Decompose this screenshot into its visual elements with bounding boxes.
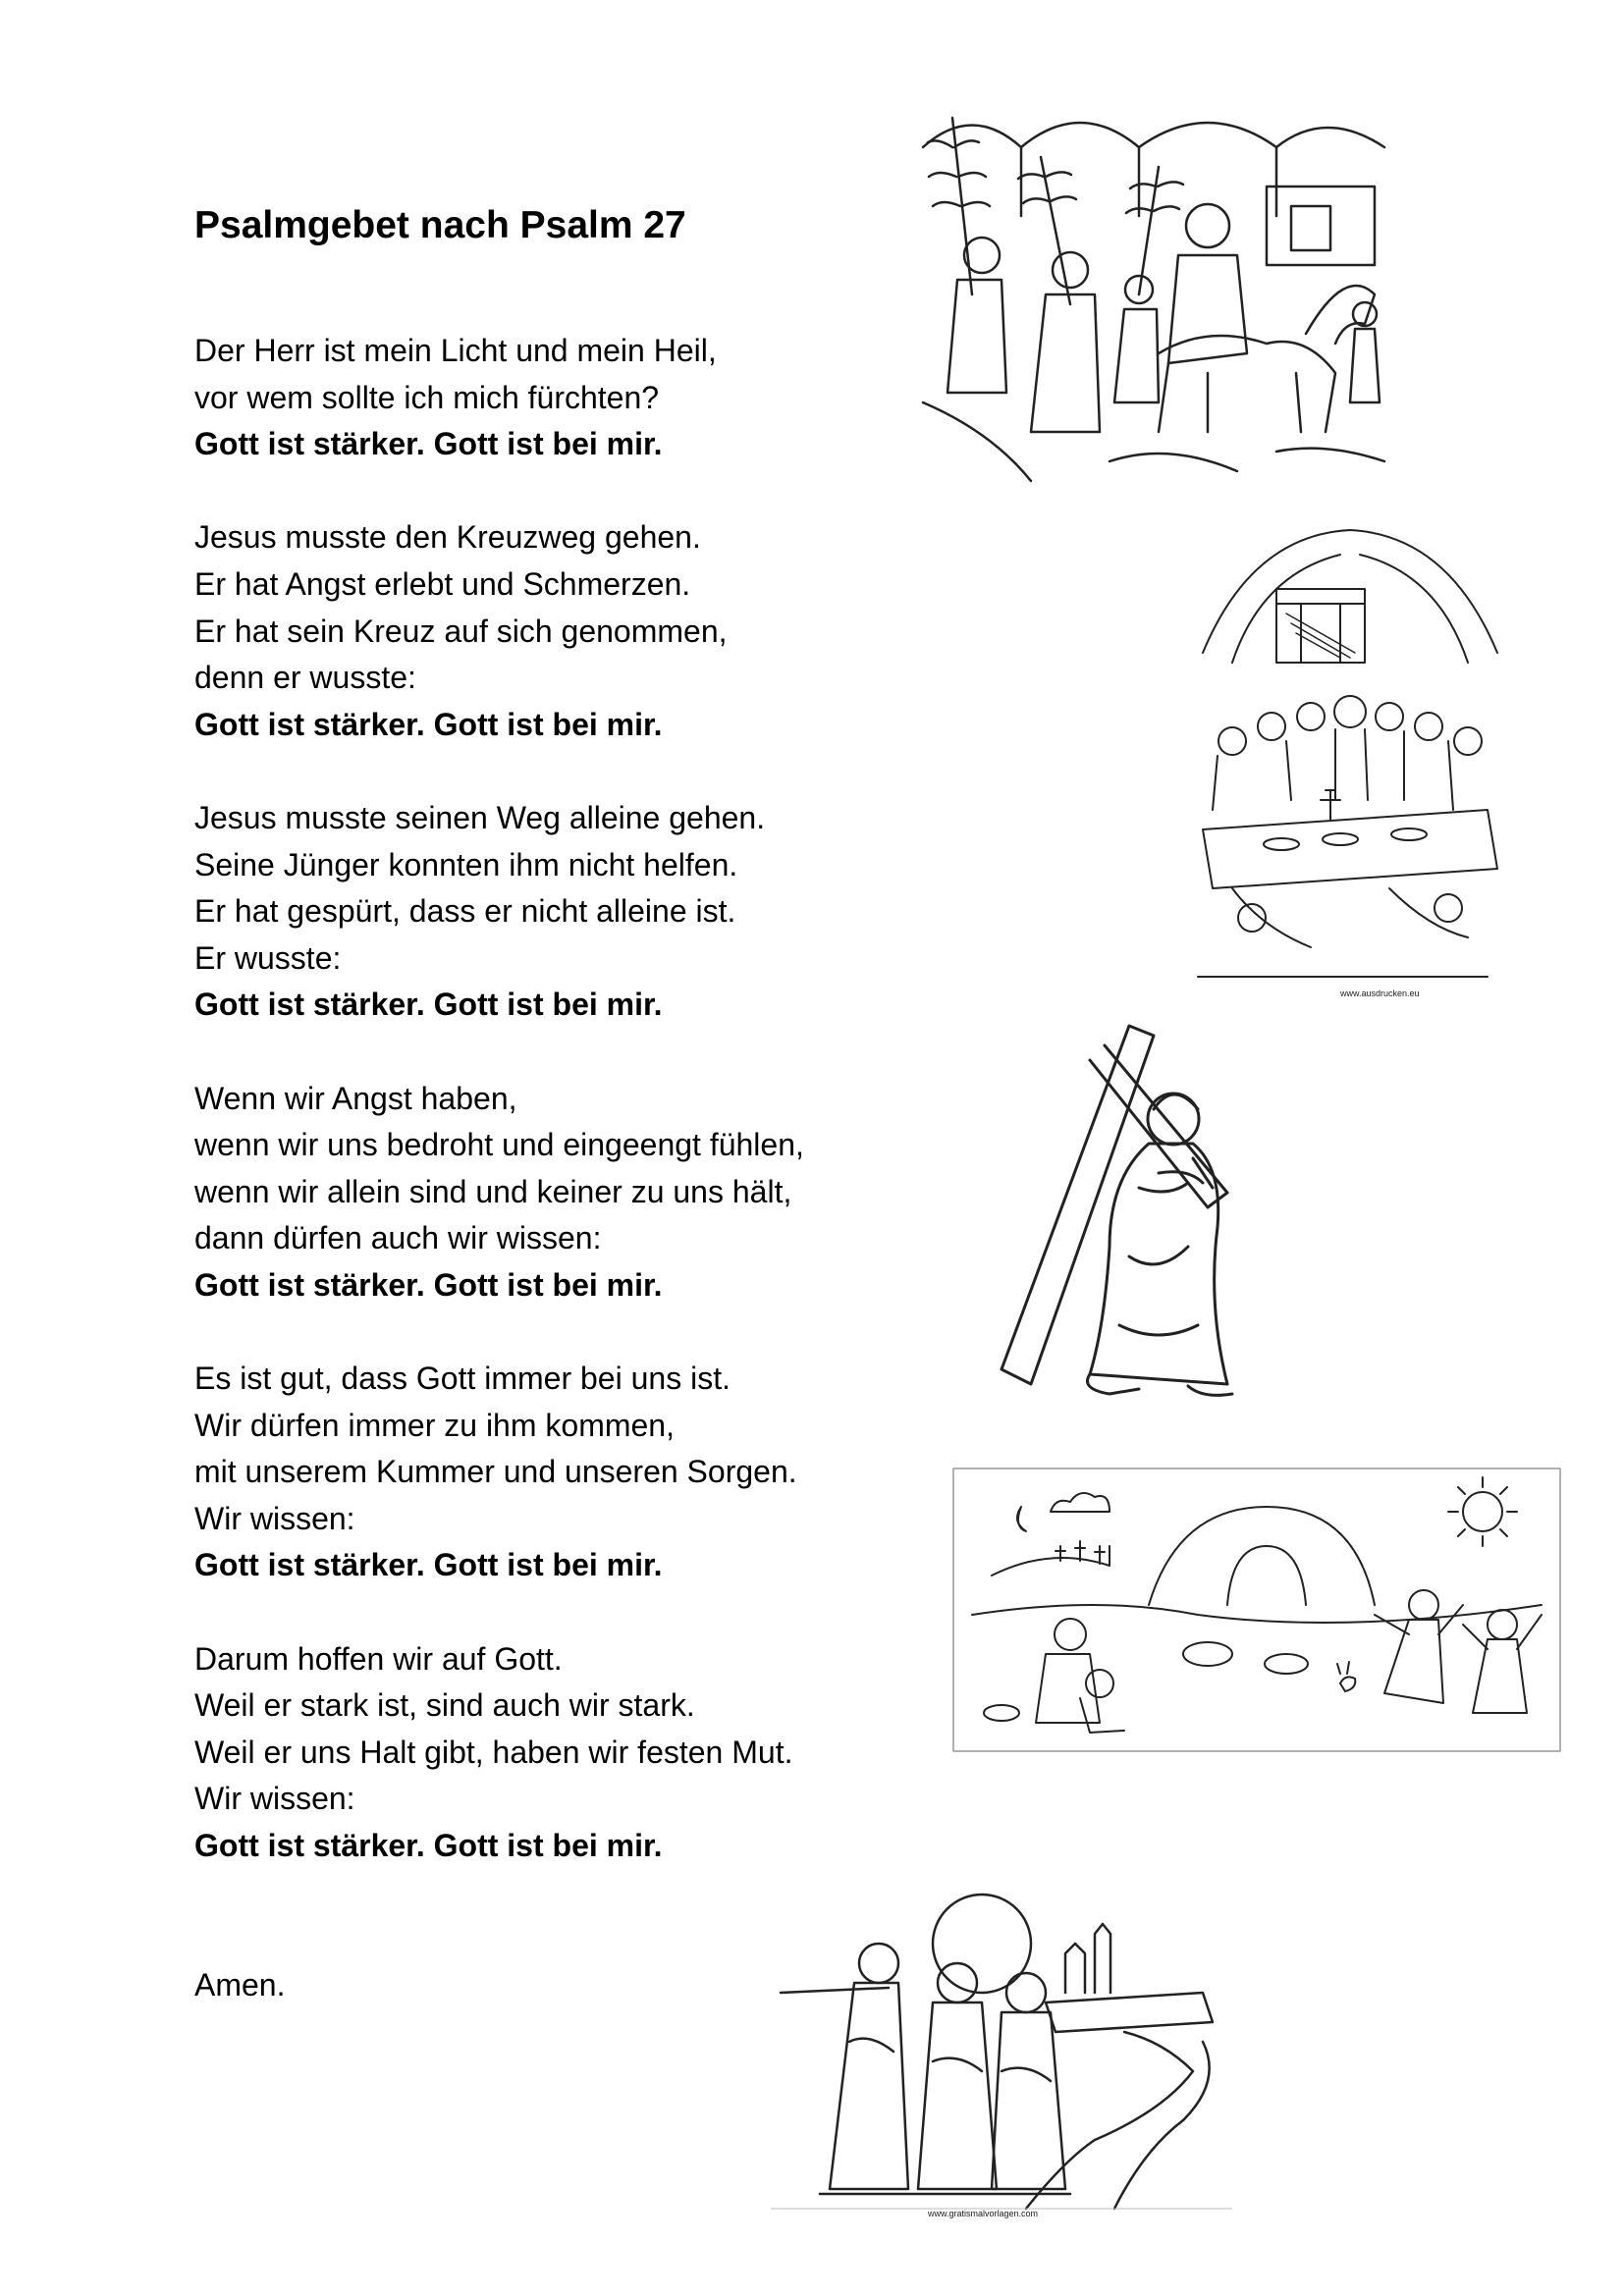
stanza xyxy=(194,1076,921,1309)
stanza-line: Wenn wir Angst haben, xyxy=(194,1080,517,1116)
stanza-line: wenn wir uns bedroht und eingeengt fühlen, xyxy=(194,1127,804,1163)
closing-amen: Amen. xyxy=(194,1967,286,2002)
empty-tomb-easter-illustration xyxy=(952,1468,1561,1752)
stanza xyxy=(194,328,921,468)
stanza-line: dann dürfen auch wir wissen: xyxy=(194,1220,602,1256)
stanza-line: Weil er stark ist, sind auch wir stark. xyxy=(194,1687,695,1724)
emmaus-credit: www.gratismalvorlagen.com xyxy=(928,2209,1039,2218)
last-supper-illustration xyxy=(1193,515,1507,1001)
stanza-line: Er hat gespürt, dass er nicht alleine ist. xyxy=(194,893,736,930)
stanza-line: Seine Jünger konnten ihm nicht helfen. xyxy=(194,846,738,882)
stanza-line: vor wem sollte ich mich fürchten? xyxy=(194,379,660,415)
stanza-line: Wir dürfen immer zu ihm kommen, xyxy=(194,1407,675,1443)
stanza xyxy=(194,514,921,748)
page-title: Psalmgebet nach Psalm 27 xyxy=(194,204,686,246)
refrain-line: Gott ist stärker. Gott ist bei mir. xyxy=(194,426,663,462)
stanza-line: Wir wissen: xyxy=(194,1781,355,1817)
palm-sunday-entry-illustration xyxy=(913,108,1394,491)
emmaus-walk-illustration xyxy=(771,1885,1232,2218)
jesus-carrying-cross-illustration xyxy=(992,1011,1276,1404)
stanza-line: Er hat sein Kreuz auf sich genommen, xyxy=(194,613,728,649)
stanza-line: Weil er uns Halt gibt, haben wir festen Mut. xyxy=(194,1734,793,1770)
stanza xyxy=(194,795,921,1029)
refrain-line: Gott ist stärker. Gott ist bei mir. xyxy=(194,1547,663,1583)
prayer-text xyxy=(194,328,921,1916)
refrain-line: Gott ist stärker. Gott ist bei mir. xyxy=(194,706,663,742)
refrain-line: Gott ist stärker. Gott ist bei mir. xyxy=(194,1266,663,1303)
stanza-line: Er wusste: xyxy=(194,939,342,976)
stanza-line: denn er wusste: xyxy=(194,660,416,696)
stanza xyxy=(194,1356,921,1589)
stanza-line: wenn wir allein sind und keiner zu uns hält, xyxy=(194,1173,792,1209)
stanza-line: Es ist gut, dass Gott immer bei uns ist. xyxy=(194,1361,731,1397)
refrain-line: Gott ist stärker. Gott ist bei mir. xyxy=(194,987,663,1023)
stanza-line: Jesus musste den Kreuzweg gehen. xyxy=(194,519,701,556)
stanza-line: Der Herr ist mein Licht und mein Heil, xyxy=(194,333,717,368)
stanza-line: Jesus musste seinen Weg alleine gehen. xyxy=(194,799,766,835)
stanza-line: Darum hoffen wir auf Gott. xyxy=(194,1640,563,1677)
stanza xyxy=(194,1636,921,1870)
refrain-line: Gott ist stärker. Gott ist bei mir. xyxy=(194,1828,663,1863)
last-supper-credit: www.ausdrucken.eu xyxy=(1340,988,1420,998)
stanza-line: Er hat Angst erlebt und Schmerzen. xyxy=(194,565,691,602)
stanza-line: Wir wissen: xyxy=(194,1500,355,1536)
stanza-line: mit unserem Kummer und unseren Sorgen. xyxy=(194,1454,797,1490)
